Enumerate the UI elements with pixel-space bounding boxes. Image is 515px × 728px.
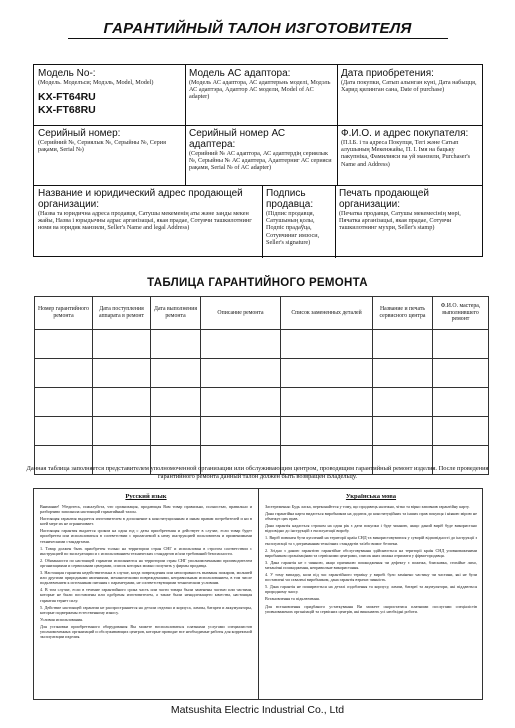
header-received-date: Дата поступления аппарата в ремонт [93, 297, 151, 330]
table-cell[interactable] [201, 359, 281, 388]
table-row [35, 388, 489, 417]
model-cell [34, 65, 185, 125]
paragraph: 2. Згідно з даною гарантією гарантійне обслуговування здійснюється на території країн СНД уповноваженими виробником організаціями та сервісними центрами, список яких можна отримати у фірми-продавця. [265, 547, 477, 558]
info-grid [33, 64, 483, 257]
table-cell[interactable] [373, 388, 433, 417]
page-title: ГАРАНТИЙНЫЙ ТАЛОН ИЗГОТОВИТЕЛЯ [103, 20, 412, 37]
paragraph: Внимание! Убедитесь, пожалуйста, что организация, продающая Вам товар правильно, полностью, правильно и разборчиво заполнила настоящий гарантийный талон. [40, 504, 252, 515]
header-service-center: Название и печать сервисного центра [373, 297, 433, 330]
table-cell[interactable] [281, 417, 373, 446]
paragraph: Условия использования. [40, 616, 84, 622]
paragraph: 1. Виріб повинен бути куплений на території країн СНД та використовуватися у суворій відповідності до інструкції з експлуатації та з дотриманням технічних стандартів та/або вимог безпеки. [265, 535, 477, 546]
table-cell[interactable] [151, 388, 201, 417]
repair-table-header [35, 297, 489, 330]
header-completed-date: Дата выполнения ремонта [151, 297, 201, 330]
russian-heading: Русский язык [125, 493, 167, 500]
paragraph: Встановлення та підключення. [265, 596, 320, 602]
signature-heading: Подпись продавца: [266, 188, 314, 210]
buyer-sub: (П.І.Б. і та адреса Покупця, Тегі және Сатып алушының Мекенжайы, П. І. Імя на бацьку пакупніка, Фамилияси ва уй манзили, Purchaser's Name and Address) [341, 139, 471, 168]
stamp-sub: (Печатка продавця, Сатушы мекемесінің мөрі, Пячатка арганізацыі, якая прадае, Сотувчи ташкилотнинг мухри, Seller's stamp) [339, 210, 461, 232]
paragraph: Дана гарантійна карта видається виробником на додаток до конституційних та інших прав покупця і ніякою мірою не обмежує цих прав. [265, 511, 477, 522]
header-replaced-parts: Список замененных деталей [281, 297, 373, 330]
table-cell[interactable] [433, 417, 489, 446]
table-cell[interactable] [93, 359, 151, 388]
organization-sub: (Назва та юридична адреса продавця, Сатушы мекеменің аты және заңды мекен жайы, Назва і юрыдычны адрас арганізацыі, якая прадае, Сотувчи ташкилотнинг номи ва юридик манзили, Seller's Name and legal Address) [38, 210, 252, 232]
adapter-serial-heading: Серийный номер АС адаптера: [189, 128, 286, 150]
serial-sub: (Серийний №, Сериялык №, Серыйны №, Серия рақами, Serial №) [38, 139, 166, 154]
paragraph: Для установки приобретенного оборудования Вы можете воспользоваться платными услугами специалистов уполномоченных организаций и обслуживающих центров, которые проводят все необходимые работы для корректной эксплуатации изделия. [40, 623, 252, 640]
model-heading: Модель No-: [38, 68, 96, 79]
title-underline [68, 38, 448, 39]
table-cell[interactable] [201, 417, 281, 446]
table-row [35, 330, 489, 359]
adapter-model-sub: (Модель АС адаптора, АС адаптерьнь моделі, Модэль АС адаптэра, Адаптор АС модели, Model of AC adapter) [189, 79, 331, 101]
table-cell[interactable] [281, 359, 373, 388]
table-cell[interactable] [201, 330, 281, 359]
paragraph: Настоящая гарантия выдается сроком на один год с даты приобретения и действует в случае, если товар будет приобретен или использоваться в соответствии с прилагаемой к нему инструкцией пользователя и применимыми техническими стандартами. [40, 528, 252, 544]
table-cell[interactable] [93, 417, 151, 446]
table-cell[interactable] [35, 330, 93, 359]
table-cell[interactable] [201, 388, 281, 417]
table-cell[interactable] [433, 388, 489, 417]
paragraph: 5. Дана гарантія не поширюється на деталі оздоблення та корпусу, лампи, батареї та акумулятори, які піддаються природному зносу. [265, 584, 477, 595]
stamp-cell [335, 185, 484, 258]
table-cell[interactable] [35, 388, 93, 417]
table-cell[interactable] [373, 359, 433, 388]
header-technician: Ф.И.О. мастера, выполнившего ремонт [433, 297, 489, 330]
buyer-cell [337, 125, 484, 185]
header-description: Описание ремонта [201, 297, 281, 330]
purchase-date-cell [337, 65, 484, 125]
buyer-heading: Ф.И.О. и адрес покупателя: [341, 128, 469, 139]
terms-box [33, 488, 483, 700]
paragraph: 1. Товар должен быть приобретен только на территории стран СНГ и использован в строгом соответствии с инструкцией по эксплуатации и с использованием технических стандартов и/или требований безопасности. [40, 545, 252, 556]
model-sub: (Модель. Моделъси; Модэль, Моdel, Model) [38, 79, 154, 86]
table-cell[interactable] [151, 330, 201, 359]
table-cell[interactable] [35, 359, 93, 388]
ukrainian-heading: Українська мова [345, 493, 397, 500]
purchase-date-heading: Дата приобретения: [341, 68, 434, 79]
table-note: Данная таблица заполняется представителем уполномоченной организации или обслуживающим центром, проводящим гарантийный ремонт изделия. После проведения гарантийного ремонта данный талон должен быть возвращен Владельцу. [26, 465, 489, 480]
paragraph: 3. Настоящая гарантия недействительна в случае, когда повреждения или неисправность вызваны пожаром, молнией или другими природными явлениями, механическими повреждениями, неправильным использованием, в том числе подключением к источникам питания с параметрами, не соответствующими техническим условиям. [40, 570, 252, 586]
organization-heading: Название и юридический адрес продающей организации: [38, 188, 243, 210]
adapter-serial-cell [185, 125, 337, 185]
paragraph: 4. В том случае, если в течение гарантийного срока часть или части товара были заменены частью или частями, которые не были поставлены или одобрены изготовителем, а также были ненадлежащего качества, настоящая гарантия теряет силу. [40, 587, 252, 603]
repair-table-title: ТАБЛИЦА ГАРАНТИЙНОГО РЕМОНТА [147, 277, 368, 289]
table-cell[interactable] [433, 330, 489, 359]
paragraph: 4. У тому випадку, коли під час гарантійного терміну у виробі було замінено частину чи частини, які не були поставлені чи схвалені виробником, дана гарантія втрачає чинність. [265, 572, 477, 583]
stamp-heading: Печать продающей организации: [339, 188, 430, 210]
serial-heading: Серийный номер: [38, 128, 121, 139]
russian-column [34, 489, 258, 699]
signature-sub: (Підпис продавця, Сатушының қолы, Подпіс прадаўца, Сотувчиниг имзоси, Seller's signature) [266, 210, 320, 246]
table-cell[interactable] [281, 330, 373, 359]
signature-cell [262, 185, 335, 258]
table-cell[interactable] [373, 417, 433, 446]
table-cell[interactable] [151, 359, 201, 388]
table-cell[interactable] [151, 417, 201, 446]
paragraph: Для встановлення придбаного устаткування Ви можете скористатися платними послугами спеціалістів уповноважених організацій та сервісних центрів, які виконають усі необхідні роботи. [265, 603, 477, 614]
table-cell[interactable] [93, 330, 151, 359]
footer-company: Matsushita Electric Industrial Co., Ltd [170, 704, 345, 716]
paragraph: Настоящая гарантия выдается изготовителем в дополнение к конституционным и иным правам потребителей и ни в коей мере их не ограничивает. [40, 516, 252, 527]
organization-cell [34, 185, 262, 258]
repair-table [34, 296, 489, 475]
paragraph: 2. Обязанности по настоящей гарантии исполняются на территории стран СНГ уполномоченными производителем организациями и сервисными центрами, список которых можно получить у фирмы продавца. [40, 557, 252, 568]
table-row [35, 359, 489, 388]
paragraph: Дана гарантія надається строком на один рік з дати покупки і буде чинною, якщо даний виріб буде використано відповідно до інструкцій з експлуатації виробу. [265, 523, 477, 534]
table-cell[interactable] [433, 359, 489, 388]
table-cell[interactable] [35, 417, 93, 446]
paragraph: 3. Дана гарантія не є чинною, якщо причиною пошкодження чи дефекту є пожежа, блискавка, стихійне лихо, механічні пошкодження, неправильне використання. [265, 559, 477, 570]
header-repair-number: Номер гарантийного ремонта [35, 297, 93, 330]
ukrainian-column [259, 489, 483, 699]
purchase-date-sub: (Дата покупки, Сатып алынган күні, Дата набыцця, Харид қилинган сана, Date of purchase) [341, 79, 477, 94]
model-value-2: KX-FT68RU [38, 104, 96, 117]
table-cell[interactable] [373, 330, 433, 359]
serial-cell [34, 125, 185, 185]
adapter-model-heading: Модель АС адаптора: [189, 68, 291, 79]
paragraph: Застереження: Будь ласка, переконайтеся у тому, що продавець належно, чітко та вірно заповнив гарантійну карту. [265, 504, 470, 509]
model-value-1: KX-FT64RU [38, 91, 96, 104]
paragraph: 5. Действие настоящей гарантии не распространяется на детали отделки и корпуса, лампы, батареи и аккумуляторы, которые подвержены естественному износу. [40, 604, 252, 615]
adapter-model-cell [185, 65, 337, 125]
table-cell[interactable] [281, 388, 373, 417]
adapter-serial-sub: (Серийний № АС адаптора, АС адаптердің сериялык №, Серыйны № АС адаптера, Адаптерниг АС серияси рақами, Serial № of AC adapter) [189, 150, 332, 172]
table-cell[interactable] [93, 388, 151, 417]
table-row [35, 417, 489, 446]
